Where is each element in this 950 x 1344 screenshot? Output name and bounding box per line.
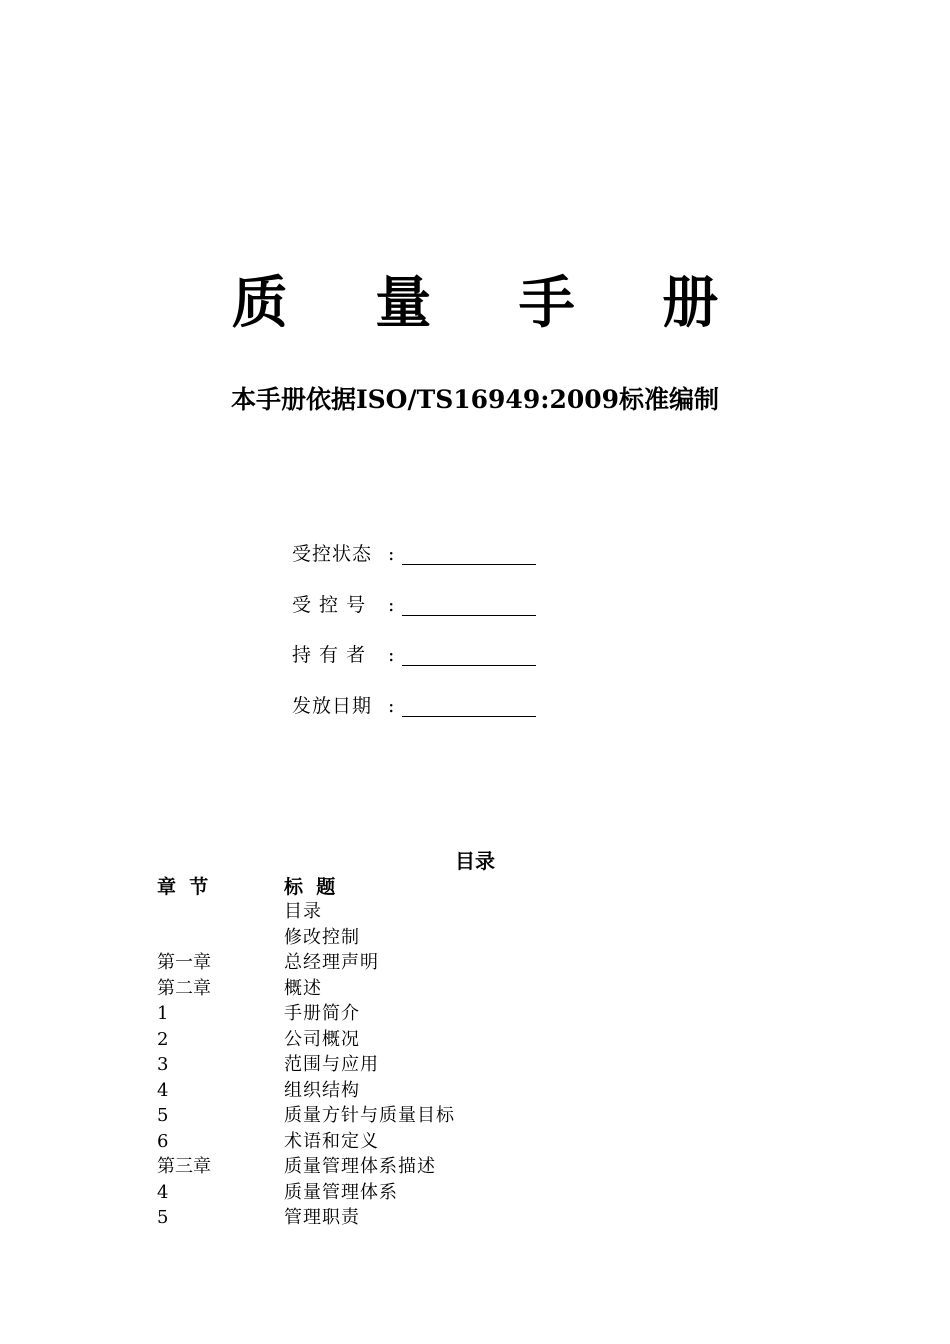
toc-entry[interactable]	[157, 1078, 657, 1104]
toc-entry-title: 公司概况	[284, 1028, 360, 1050]
field-label: 受控状态	[292, 543, 373, 565]
toc-entry-chapter: 4	[157, 1079, 169, 1101]
document-title: 质 量 手 册	[231, 270, 753, 336]
toc-entry-title: 术语和定义	[284, 1130, 379, 1152]
document-subtitle: 本手册依据ISO/TS16949:2009标准编制	[230, 385, 720, 414]
control-status-field	[292, 538, 592, 589]
toc-entry[interactable]	[157, 1001, 657, 1027]
toc-entry-chapter: 2	[157, 1028, 169, 1050]
field-colon: :	[388, 543, 395, 565]
blank-line	[402, 639, 536, 666]
blank-line	[402, 690, 536, 717]
field-colon: :	[388, 694, 395, 717]
blank-line	[402, 589, 536, 616]
toc-entry-chapter: 第三章	[157, 1156, 211, 1177]
toc-entry-title: 范围与应用	[284, 1054, 379, 1075]
toc-entry-title: 质量方针与质量目标	[284, 1105, 455, 1126]
toc-entry-chapter: 5	[157, 1207, 169, 1228]
toc-title: 目录	[455, 849, 495, 873]
toc-entry-title: 质量管理体系	[284, 1181, 398, 1203]
toc-entry-title: 管理职责	[284, 1207, 360, 1228]
toc-entry[interactable]	[157, 1205, 657, 1231]
toc-entry[interactable]	[157, 925, 657, 951]
field-colon: :	[388, 593, 395, 616]
toc-entry-title: 总经理声明	[284, 952, 379, 973]
control-number-field	[292, 589, 592, 640]
toc-entry[interactable]	[157, 1052, 657, 1078]
control-fields	[292, 538, 592, 740]
toc-entry-title: 组织结构	[284, 1079, 360, 1101]
toc-entry[interactable]	[157, 1103, 657, 1129]
field-label: 持 有 者	[292, 644, 367, 666]
toc-header-title: 标 题	[284, 876, 336, 898]
toc-entry-chapter: 6	[157, 1130, 169, 1152]
toc-entry-chapter: 4	[157, 1181, 169, 1203]
toc-entry[interactable]	[157, 950, 657, 976]
toc-entry[interactable]	[157, 1027, 657, 1053]
toc-entry[interactable]	[157, 899, 657, 925]
toc-entry-title: 质量管理体系描述	[284, 1156, 436, 1177]
toc-entry-title: 目录	[284, 901, 322, 922]
toc-list	[157, 899, 657, 1231]
blank-line	[402, 538, 536, 565]
toc-entry-chapter: 5	[157, 1105, 169, 1126]
toc-entry[interactable]	[157, 1180, 657, 1206]
field-label: 受 控 号	[292, 593, 367, 616]
toc-header	[157, 873, 657, 901]
issue-date-field	[292, 690, 592, 741]
toc-header-chapter: 章 节	[157, 876, 209, 898]
toc-entry-chapter: 第一章	[157, 952, 211, 973]
toc-entry[interactable]	[157, 1154, 657, 1180]
toc-entry-chapter: 1	[157, 1003, 169, 1024]
toc-entry-title: 手册简介	[284, 1003, 360, 1024]
field-label: 发放日期	[292, 694, 373, 717]
toc-entry-chapter: 第二章	[157, 977, 211, 999]
toc-entry[interactable]	[157, 1129, 657, 1155]
holder-field	[292, 639, 592, 690]
field-colon: :	[388, 644, 395, 666]
toc-entry-title: 概述	[284, 977, 322, 999]
toc-entry-title: 修改控制	[284, 926, 360, 948]
toc-entry-chapter: 3	[157, 1054, 169, 1075]
toc-entry[interactable]	[157, 976, 657, 1002]
